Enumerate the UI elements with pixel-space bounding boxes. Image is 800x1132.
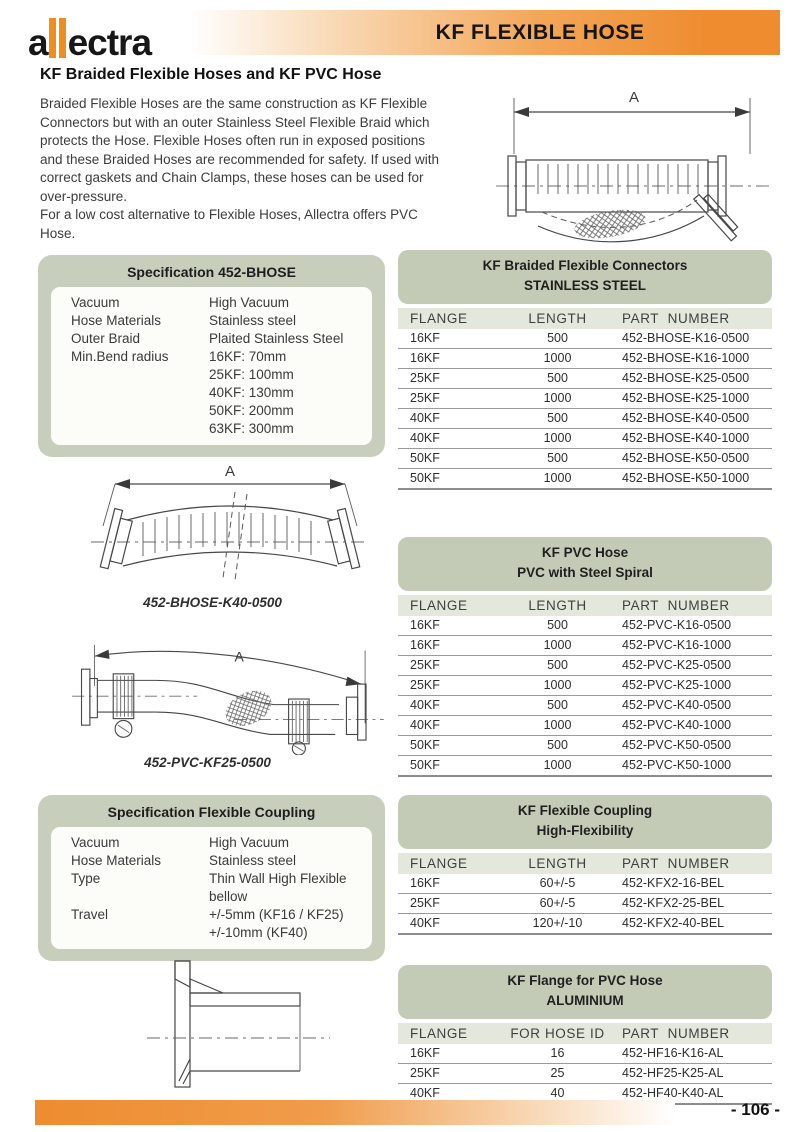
spec-value: 25KF: 100mm [209,367,294,382]
table-cell: 452-PVC-K50-1000 [610,755,772,776]
kf-flange-section-drawing [135,953,340,1095]
braided-hose-drawing [492,76,777,248]
spec-value: Stainless steel [209,313,297,328]
table-cell: 25KF [398,388,505,408]
table-title-line1: KF PVC Hose [541,545,629,560]
table-row [398,408,772,428]
table-title-line1: KF Flexible Coupling [517,803,653,818]
table-header-row [398,308,772,329]
table-cell: 500 [505,448,610,468]
logo-text-first: a [28,22,48,64]
table-cell: 452-PVC-K40-1000 [610,715,772,735]
column-header: LENGTH [505,853,610,874]
page-title: KF FLEXIBLE HOSE [435,21,645,44]
table-row [398,448,772,468]
spec-value: High Vacuum [209,835,290,850]
table-cell: 500 [505,735,610,755]
column-header: FOR HOSE ID [505,1023,610,1044]
spec-row [51,366,372,384]
table-cell: 1000 [505,348,610,368]
allectra-logo [28,12,152,64]
spec-label [71,420,209,438]
table-cell: 452-KFX2-40-BEL [610,913,772,934]
spec-value: +/-10mm (KF40) [209,925,308,940]
table-cell: 25KF [398,893,505,913]
table-cell: 40KF [398,695,505,715]
column-header: FLANGE [398,595,505,616]
header-banner [190,10,780,55]
table-cell: 500 [505,329,610,349]
table-row [398,616,772,636]
table-row [398,635,772,655]
logo-bar-icon [49,18,56,58]
table-row [398,1063,772,1083]
table-cell: 452-BHOSE-K50-1000 [610,468,772,489]
table-row [398,348,772,368]
spec-body [51,827,372,949]
column-header: LENGTH [505,308,610,329]
table-row [398,655,772,675]
table-cell: 16KF [398,348,505,368]
table-cell: 16KF [398,874,505,894]
table-cell: 452-BHOSE-K40-0500 [610,408,772,428]
table-cell: 50KF [398,735,505,755]
table-row [398,428,772,448]
table-cell: 40KF [398,428,505,448]
spec-label: Type [71,871,101,886]
table-cell: 25KF [398,675,505,695]
spec-row [51,312,372,330]
spec-row [51,330,372,348]
table-cell: 120+/-10 [505,913,610,934]
table-cell: 452-BHOSE-K25-0500 [610,368,772,388]
table-row [398,715,772,735]
table-braided-connectors [398,250,772,490]
table-cell: 50KF [398,448,505,468]
svg-text:A: A [628,89,640,106]
table-cell: 452-PVC-K16-1000 [610,635,772,655]
table-cell: 500 [505,368,610,388]
intro-paragraph: Braided Flexible Hoses are the same construction as KF Flexible Connectors but with an outer Stainless Steel Flexible Braid which protects the Hose. Flexible Hoses often run in exposed positions and these Braided Hoses are recommended for safety. If used with correct gaskets and Chain Clamps, these hoses can be used for over-pressure. [40,96,439,204]
table-flexible-coupling [398,795,772,935]
table-header-row [398,595,772,616]
table-cell: 16KF [398,635,505,655]
table-title-line2: PVC with Steel Spiral [517,565,653,581]
table-title [398,795,772,849]
column-header: PART NUMBER [610,853,772,874]
table-cell: 1000 [505,715,610,735]
table-cell: 452-PVC-K40-0500 [610,695,772,715]
table-row [398,913,772,934]
table-cell: 500 [505,616,610,636]
spec-value: 63KF: 300mm [209,421,294,436]
table-cell: 40KF [398,408,505,428]
table-cell: 452-PVC-K50-0500 [610,735,772,755]
table-cell: 1000 [505,468,610,489]
table-cell: 50KF [398,755,505,776]
table-cell: 16 [505,1044,610,1064]
table-row [398,329,772,349]
table-cell: 1000 [505,635,610,655]
table-cell: 25KF [398,1063,505,1083]
column-header: PART NUMBER [610,308,772,329]
table-cell: 40 [505,1083,610,1104]
table-row [398,1044,772,1064]
column-header: FLANGE [398,1023,505,1044]
table-cell: 452-HF16-K16-AL [610,1044,772,1064]
table-cell: 16KF [398,329,505,349]
table-cell: 500 [505,408,610,428]
table-kf-flange-pvc [398,965,772,1105]
table-title [398,250,772,304]
logo-text-rest: ectra [67,22,152,64]
spec-box-coupling [38,795,385,961]
spec-row [51,906,372,924]
spec-title: Specification 452-BHOSE [127,264,296,280]
spec-body [51,287,372,445]
table-cell: 452-HF40-K40-AL [610,1083,772,1104]
spec-label: Hose Materials [71,853,162,868]
table-row [398,675,772,695]
table-header-row [398,1023,772,1044]
intro-paragraph: For a low cost alternative to Flexible Hoses, Allectra offers PVC Hose. [40,207,418,241]
spec-label: Hose Materials [71,313,162,328]
spec-row [51,834,372,852]
table-cell: 452-PVC-K25-1000 [610,675,772,695]
table-cell: 452-HF25-K25-AL [610,1063,772,1083]
table-row [398,368,772,388]
footer-bar [35,1100,675,1125]
spec-value: High Vacuum [209,295,290,310]
spec-value: Plaited Stainless Steel [209,331,344,346]
figure-caption: 452-PVC-KF25-0500 [144,755,271,770]
table-cell: 1000 [505,388,610,408]
figure-caption: 452-BHOSE-K40-0500 [143,595,282,610]
table-cell: 25KF [398,655,505,675]
column-header: PART NUMBER [610,1023,772,1044]
column-header: FLANGE [398,308,505,329]
spec-value: 16KF: 70mm [209,349,287,364]
spec-label: Vacuum [71,835,120,850]
column-header: LENGTH [505,595,610,616]
spec-row [51,420,372,438]
spec-value: 40KF: 130mm [209,385,294,400]
table-title-line2: ALUMINIUM [546,993,624,1009]
table-row [398,755,772,776]
spec-row [51,870,372,906]
spec-label [71,366,209,384]
table-header-row [398,853,772,874]
table-cell: 452-KFX2-25-BEL [610,893,772,913]
table-title-line1: KF Braided Flexible Connectors [482,258,688,273]
table-cell: 40KF [398,913,505,934]
table-cell: 40KF [398,1083,505,1104]
table-pvc-hose [398,537,772,777]
table-cell: 452-BHOSE-K25-1000 [610,388,772,408]
table-cell: 452-BHOSE-K40-1000 [610,428,772,448]
table-cell: 452-KFX2-16-BEL [610,874,772,894]
spec-label [71,402,209,420]
spec-row [51,348,372,366]
table-cell: 16KF [398,616,505,636]
spec-label [71,924,209,942]
spec-box-bhose [38,255,385,457]
spec-value: Stainless steel [209,853,297,868]
logo-bar-icon [59,18,66,58]
table-cell: 25 [505,1063,610,1083]
spec-label: Outer Braid [71,331,141,346]
table-row [398,735,772,755]
table-title-line2: High-Flexibility [536,823,634,839]
column-header: FLANGE [398,853,505,874]
spec-row [51,852,372,870]
svg-text:A: A [234,648,244,665]
table-row [398,893,772,913]
table-cell: 16KF [398,1044,505,1064]
table-cell: 60+/-5 [505,893,610,913]
spec-label [71,384,209,402]
pvc-hose-drawing [55,630,400,755]
table-cell: 452-BHOSE-K16-1000 [610,348,772,368]
spec-value: Thin Wall High Flexible bellow [209,871,347,904]
table-row [398,874,772,894]
table-cell: 25KF [398,368,505,388]
spec-label: Vacuum [71,295,120,310]
spec-row [51,402,372,420]
table-cell: 452-BHOSE-K16-0500 [610,329,772,349]
table-title [398,537,772,591]
table-cell: 60+/-5 [505,874,610,894]
table-cell: 452-BHOSE-K50-0500 [610,448,772,468]
spec-title: Specification Flexible Coupling [107,804,316,820]
table-cell: 50KF [398,468,505,489]
table-row [398,695,772,715]
bhose-k40-drawing [85,462,375,590]
table-title [398,965,772,1019]
spec-value: +/-5mm (KF16 / KF25) [209,907,344,922]
page-number: - 106 - [730,1100,780,1119]
spec-row [51,924,372,942]
spec-label: Travel [71,907,109,922]
table-cell: 452-PVC-K16-0500 [610,616,772,636]
table-cell: 1000 [505,675,610,695]
spec-value: 50KF: 200mm [209,403,294,418]
table-cell: 1000 [505,428,610,448]
table-title-line2: STAINLESS STEEL [523,278,646,294]
spec-label: Min.Bend radius [71,349,169,364]
table-title-line1: KF Flange for PVC Hose [507,973,663,988]
spec-row [51,294,372,312]
table-row [398,388,772,408]
table-cell: 1000 [505,755,610,776]
spec-row [51,384,372,402]
table-row [398,468,772,489]
column-header: PART NUMBER [610,595,772,616]
table-cell: 500 [505,655,610,675]
section-heading: KF Braided Flexible Hoses and KF PVC Hose [40,66,382,83]
svg-text:A: A [224,463,236,480]
table-cell: 500 [505,695,610,715]
table-cell: 452-PVC-K25-0500 [610,655,772,675]
table-cell: 40KF [398,715,505,735]
